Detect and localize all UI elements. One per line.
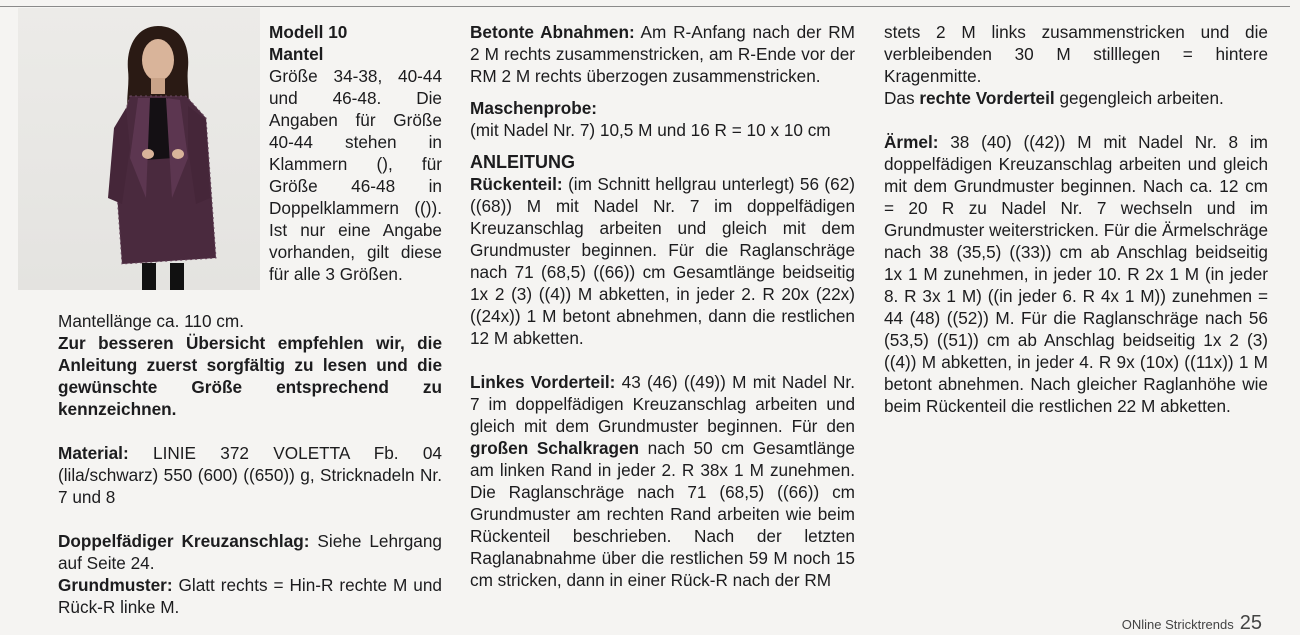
left-front-continued: stets 2 M links zusammenstricken und die verbleibenden 30 M stilllegen = hintere Kragenmitte. [884, 22, 1268, 86]
cast-on-label: Doppelfädiger Kreuzanschlag: [58, 531, 310, 551]
intro-block [269, 21, 442, 285]
left-column [58, 310, 442, 618]
middle-column [470, 21, 855, 591]
left-front-label: Linkes Vorderteil: [470, 372, 616, 392]
pattern-label: Grundmuster: [58, 575, 173, 595]
magazine-name: ONline Stricktrends [1121, 617, 1234, 632]
left-front-text-1: 43 (46) ((49)) M mit Nadel Nr. 7 im doppelfädigen Kreuzanschlag arbeiten und gleich mit dem Grundmuster beginnen. Für den [470, 372, 855, 436]
material-text: LINIE 372 VOLETTA Fb. 04 (lila/schwarz) 550 (600) ((650)) g, Stricknadeln Nr. 7 und 8 [58, 443, 442, 507]
left-front-paragraph [470, 371, 855, 591]
recommendation: Zur besseren Übersicht empfehlen wir, die Anleitung zuerst sorgfältig zu lesen und die gewünschte Größe entsprechend zu kennzeichnen. [58, 333, 442, 419]
cast-on-paragraph [58, 530, 442, 574]
material-paragraph [58, 442, 442, 508]
coat-illustration [18, 8, 260, 290]
right-front-pre: Das [884, 88, 920, 108]
sleeves-text: 38 (40) ((42)) M mit Nadel Nr. 8 im doppelfädigen Kreuzanschlag arbeiten und gleich mit dem Grundmuster beginnen. Nach ca. 12 cm = 20 R zu Nadel Nr. 7 wechseln und im Grundmuster weiterstricken. Für die Ärmelschräge nach 38 (35,5) ((33)) cm ab Anschlag beidseitig 1x 1 M zunehmen, in jeder 10. R 2x 1 M (in jeder 8. R 3x 1 M) ((in jeder 6. R 4x 1 M)) zunehmen = 44 (48) ((52)) M. Für die Raglanschräge nach 56 (53,5) ((51)) cm ab Anschlag beidseitig 1x 2 (3) ((4)) M abketten, in jeder 4. R 9x (10x) ((11x)) 1 M betont abnehmen. Nach gleicher Raglanhöhe wie beim Rückenteil die restlichen 22 M abketten. [884, 132, 1268, 416]
material-label: Material: [58, 443, 129, 463]
pattern-paragraph [58, 574, 442, 618]
decreases-paragraph [470, 21, 855, 87]
cast-on-text: Siehe Lehrgang auf Seite 24. [58, 531, 442, 573]
back-paragraph [470, 173, 855, 349]
pattern-text: Glatt rechts = Hin-R rechte M und Rück-R linke M. [58, 575, 442, 617]
right-front-paragraph [884, 87, 1268, 109]
sleeves-label: Ärmel: [884, 132, 939, 152]
size-info: Größe 34-38, 40-44 und 46-48. Die Angaben für Größe 40-44 stehen in Klammern (), für Größe 46-48 in Doppelklammern (()). Ist nur eine Angabe vorhanden, gilt diese für alle 3 Größen. [269, 66, 442, 284]
back-text: (im Schnitt hellgrau unterlegt) 56 (62) ((68)) M mit Nadel Nr. 7 im doppelfädigen Kreuzanschlag arbeiten und gleich mit dem Grundmuster beginnen. Für die Raglanschräge nach 71 (68,5) ((66)) cm Gesamtlänge beidseitig 1x 2 (3) ((4)) M abketten, in jeder 2. R 20x (22x) ((24x)) 1 M betont abnehmen, dann die restlichen 12 M abketten. [470, 174, 855, 348]
page-footer [1122, 612, 1262, 635]
gauge-label: Maschenprobe: [470, 98, 598, 118]
garment-title: Mantel [269, 44, 324, 64]
right-front-label: rechte Vorderteil [919, 88, 1055, 108]
instructions-heading: ANLEITUNG [470, 152, 575, 172]
left-front-text-2: nach 50 cm Gesamtlänge am linken Rand in jeder 2. R 38x 1 M zunehmen. Die Raglanschräge nach 71 (68,5) ((66)) cm Grundmuster am rechten Rand arbeiten wie beim Rückenteil beschrieben. Nach der letzten Raglanabnahme über die restlichen 59 M noch 15 cm stricken, dann in einer Rück-R nach der RM [470, 438, 855, 590]
right-column-flow [884, 21, 1268, 87]
coat-length: Mantellänge ca. 110 cm. [58, 311, 244, 331]
gauge-text: (mit Nadel Nr. 7) 10,5 M und 16 R = 10 x 10 cm [470, 120, 831, 140]
sleeves-paragraph [884, 131, 1268, 417]
back-label: Rückenteil: [470, 174, 563, 194]
model-number: Modell 10 [269, 22, 348, 42]
right-column-content [884, 21, 1268, 611]
page-number: 25 [1239, 612, 1262, 634]
decreases-text: Am R-Anfang nach der RM 2 M rechts zusammenstricken, am R-Ende vor der RM 2 M rechts überzogen zusammenstricken. [470, 22, 855, 86]
collar-label: großen Schalkragen [470, 438, 640, 458]
right-front-post: gegengleich arbeiten. [1054, 88, 1224, 108]
model-photo [18, 8, 260, 290]
top-rule [0, 6, 1290, 7]
decreases-label: Betonte Abnahmen: [470, 22, 635, 42]
